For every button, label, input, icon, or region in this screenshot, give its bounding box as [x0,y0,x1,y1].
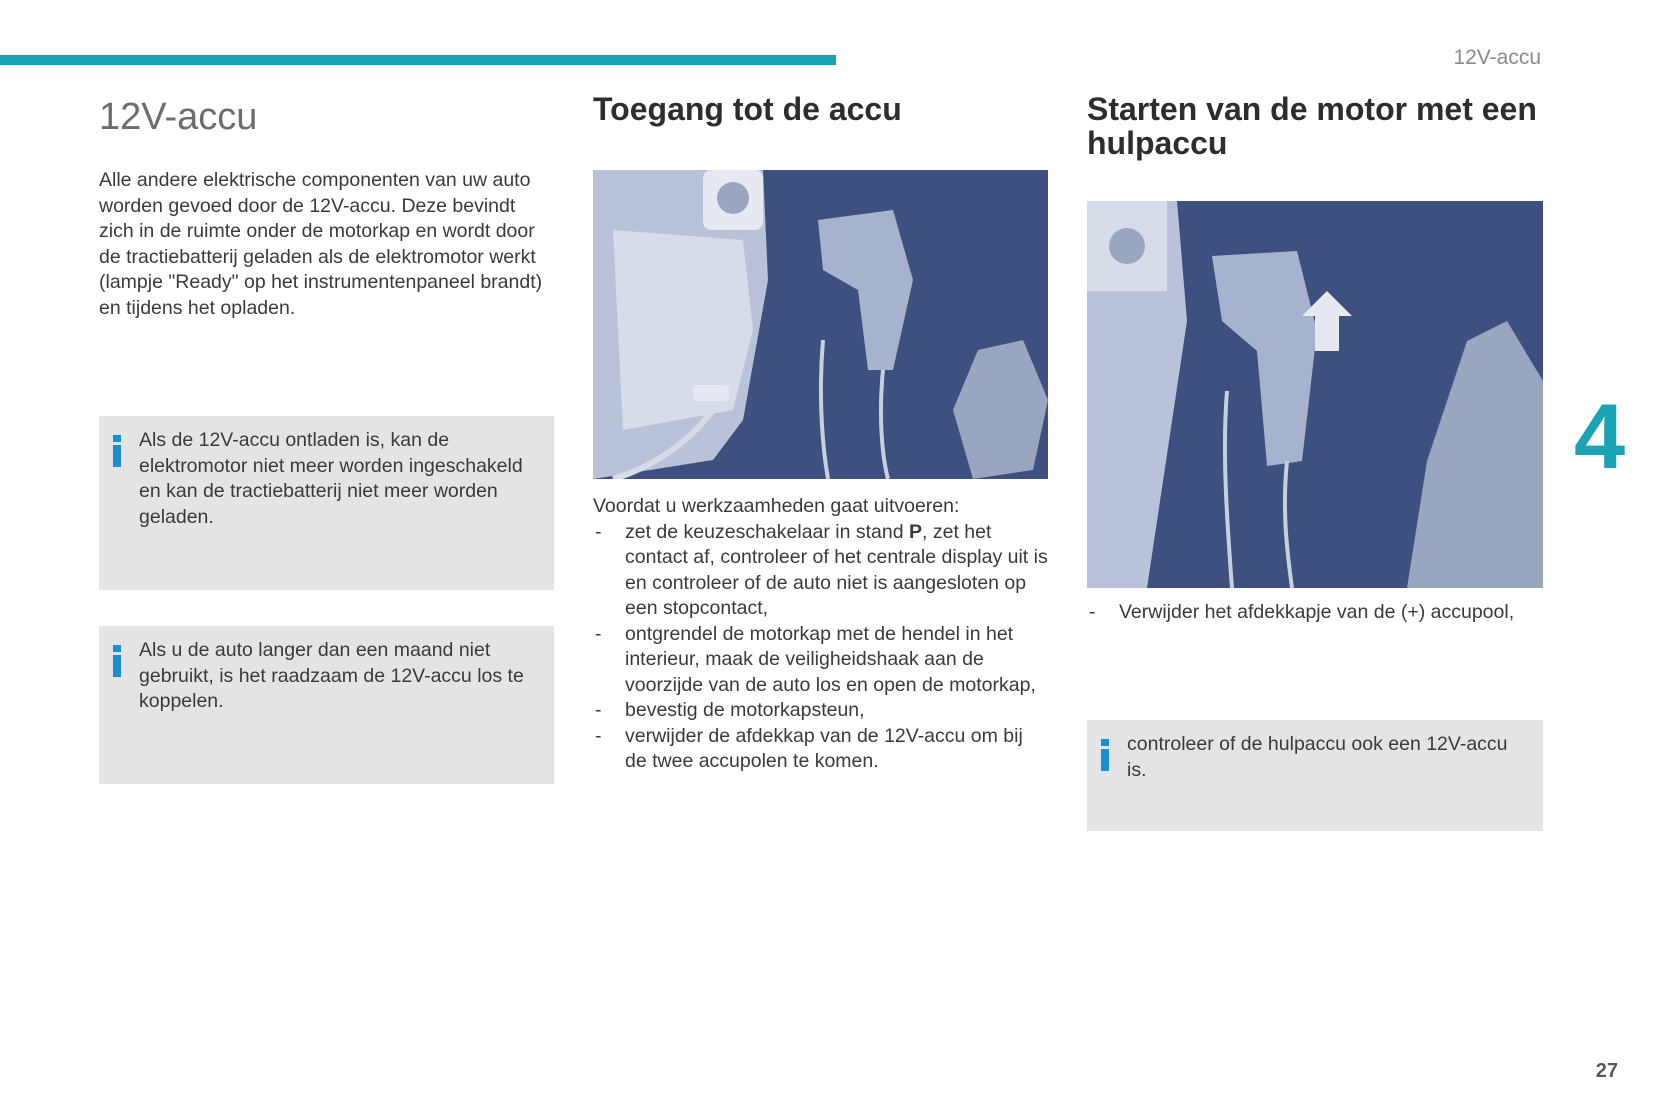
column-intro [99,92,554,321]
jumpstart-photo [1087,201,1543,588]
chapter-number: 4 [1574,386,1626,488]
list-item: - verwijder de afdekkap van de 12V-accu om bij de twee accupolen te komen. [593,724,1048,775]
info-text: controleer of de hulpaccu ook een 12V-accu is. [1127,733,1508,781]
info-box-jumpstart [1087,720,1543,831]
intro-paragraph: Alle andere elektrische componenten van uw auto worden gevoed door de 12V-accu. Deze bevindt zich in de ruimte onder de motorkap en wordt door de tractiebatterij geladen als de elektromotor werkt (lampje "Ready" op het instrumentenpaneel brandt) en tijdens het opladen. [99,169,543,319]
column-access [593,92,1048,126]
page-title: 12V-accu [99,96,258,138]
access-steps [593,494,1048,775]
list-item: - ontgrendel de motorkap met de hendel in het interieur, maak de veiligheidshaak aan de voorzijde van de auto los en open de motorkap, [593,622,1048,699]
header-accent-bar [0,55,836,65]
info-box-discharged [99,416,554,590]
section-title-access: Toegang tot de accu [593,91,902,127]
info-icon [112,435,122,467]
list-item: - bevestig de motorkapsteun, [593,698,1048,724]
section-title-jumpstart: Starten van de motor met een hulpaccu [1087,91,1537,161]
info-icon [1100,739,1110,771]
steps-lead: Voordat u werkzaamheden gaat uitvoeren: [593,495,960,517]
info-box-disconnect [99,626,554,784]
access-steps-list [593,520,1048,775]
column-jumpstart [1087,92,1542,160]
info-text: Als u de auto langer dan een maand niet gebruikt, is het raadzaam de 12V-accu los te koppelen. [139,639,524,712]
info-icon [112,645,122,677]
running-header: 12V-accu [1453,46,1541,69]
jumpstart-steps-list [1087,600,1542,626]
info-text: Als de 12V-accu ontladen is, kan de elektromotor niet meer worden ingeschakeld en kan de tractiebatterij niet meer worden geladen. [139,429,523,528]
battery-access-photo [593,170,1048,479]
page-number: 27 [1595,1060,1618,1082]
list-item: - zet de keuzeschakelaar in stand P, zet het contact af, controleer of het centrale display uit is en controleer of de auto niet is aangesloten op een stopcontact, [593,520,1048,622]
list-item: - Verwijder het afdekkapje van de (+) accupool, [1087,600,1542,626]
jumpstart-steps [1087,600,1542,626]
